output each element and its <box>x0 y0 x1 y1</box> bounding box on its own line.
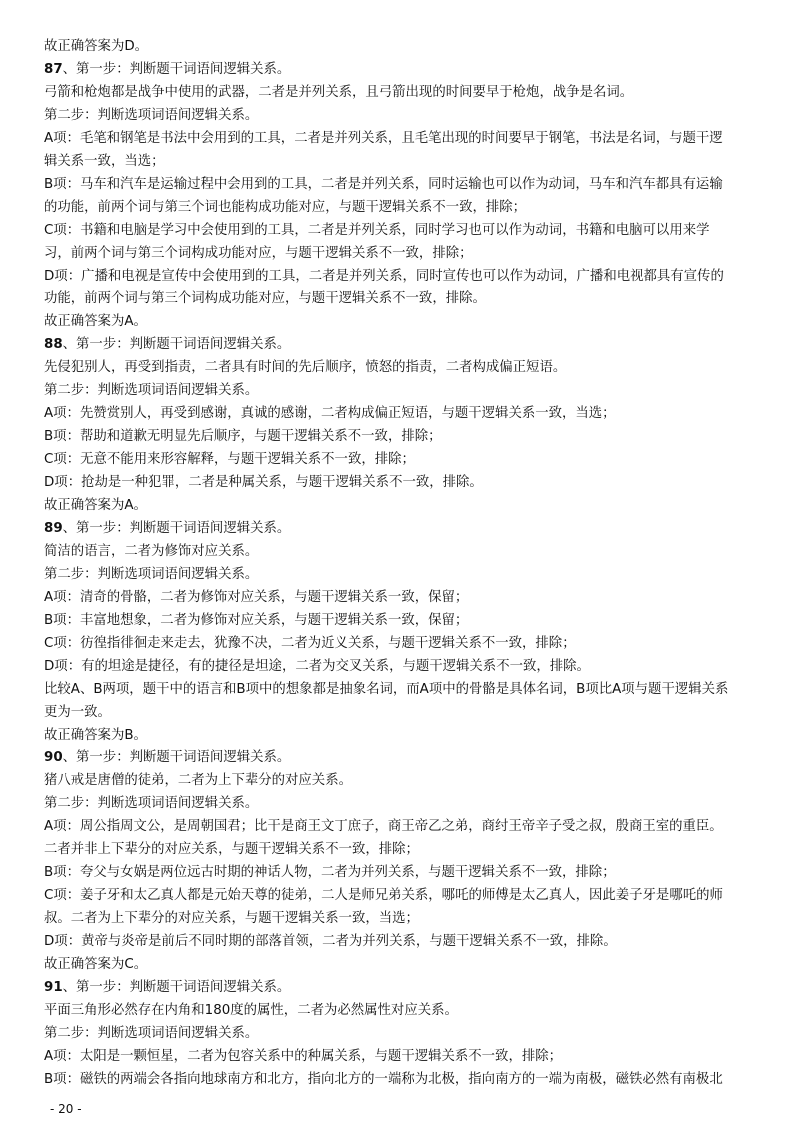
text-line <box>44 704 111 722</box>
text-line <box>44 176 723 194</box>
line-text: B项：夸父与女娲是两位远古时期的神话人物，二者为并列关系，与题干逻辑关系不一致，排除； <box>44 865 616 881</box>
line-text: 弓箭和枪炮都是战争中使用的武器，二者是并列关系，且弓箭出现的时间要早于枪炮，战争是名词。 <box>44 84 634 100</box>
question-number: 91 <box>44 979 63 995</box>
text-line <box>44 474 483 492</box>
line-text: 叔。二者为上下辈分的对应关系，与题干逻辑关系一致，当选； <box>44 911 419 927</box>
text-line <box>44 268 724 286</box>
text-line <box>44 841 419 859</box>
line-text: 故正确答案为A。 <box>44 314 147 330</box>
text-line <box>44 130 723 148</box>
text-line <box>44 313 147 331</box>
text-line <box>44 382 258 400</box>
text-line <box>44 1071 723 1089</box>
text-line <box>44 887 723 905</box>
line-text: 第二步：判断选项词语间逻辑关系。 <box>44 383 259 399</box>
text-line <box>44 1002 458 1020</box>
text-line <box>44 1025 258 1043</box>
text-line <box>44 199 526 217</box>
line-text: 、第一步：判断题干词语间逻辑关系。 <box>62 337 291 353</box>
question-heading <box>44 749 290 767</box>
text-line <box>44 933 617 951</box>
text-line <box>44 956 147 974</box>
text-line <box>44 864 616 882</box>
line-text: 第二步：判断选项词语间逻辑关系。 <box>44 107 259 123</box>
line-text: 、第一步：判断题干词语间逻辑关系。 <box>62 62 291 77</box>
line-text: C项：彷徨指徘徊走来走去，犹豫不决，二者为近义关系，与题干逻辑关系不一致，排除； <box>44 635 576 651</box>
text-line <box>44 107 258 125</box>
question-heading <box>44 979 290 997</box>
line-text: A项：清奇的骨骼，二者为修饰对应关系，与题干逻辑关系一致，保留； <box>44 589 469 605</box>
line-text: B项：马车和汽车是运输过程中会用到的工具，二者是并列关系，同时运输也可以作为动词，马车和汽车都具有运输 <box>44 176 723 192</box>
line-text: D项：广播和电视是宣传中会使用到的工具，二者是并列关系，同时宣传也可以作为动词，广播和电视都具有宣传的 <box>44 268 724 284</box>
text-line <box>44 497 147 515</box>
text-line <box>44 818 723 836</box>
line-text: 故正确答案为D。 <box>44 39 149 54</box>
line-text: 简洁的语言，二者为修饰对应关系。 <box>44 543 259 559</box>
text-line <box>44 245 473 263</box>
text-line <box>44 1048 562 1066</box>
question-number: 90 <box>44 750 63 766</box>
line-text: 习，前两个词与第三个词构成功能对应，与题干逻辑关系不一致，排除； <box>44 245 473 261</box>
text-line <box>44 543 258 561</box>
line-text: 更为一致。 <box>44 704 111 720</box>
line-text: D项：有的坦途是捷径，有的捷径是坦途，二者为交叉关系，与题干逻辑关系不一致，排除。 <box>44 658 590 674</box>
text-line <box>44 405 616 423</box>
line-text: 比较A、B两项，题干中的语言和B项中的想象都是抽象名词，而A项中的骨骼是具体名词，B项比A项与题干逻辑关系 <box>44 681 729 697</box>
line-text: 二者并非上下辈分的对应关系，与题干逻辑关系不一致，排除； <box>44 842 419 858</box>
text-line <box>44 222 710 240</box>
question-number: 88 <box>44 337 63 353</box>
line-text: B项：磁铁的两端会各指向地球南方和北方，指向北方的一端称为北极，指向南方的一端为南极，磁铁必然有南极北 <box>44 1071 723 1087</box>
line-text: 、第一步：判断题干词语间逻辑关系。 <box>62 750 291 766</box>
text-line <box>44 428 442 446</box>
text-line <box>44 681 728 699</box>
text-line <box>44 38 148 56</box>
line-text: 故正确答案为B。 <box>44 727 147 743</box>
line-text: B项：丰富地想象，二者为修饰对应关系，与题干逻辑关系一致，保留； <box>44 612 469 628</box>
text-line <box>44 612 468 630</box>
text-line <box>44 84 633 102</box>
line-text: A项：毛笔和钢笔是书法中会用到的工具，二者是并列关系，且毛笔出现的时间要早于钢笔，书法是名词，与题干逻 <box>44 130 723 146</box>
line-text: C项：无意不能用来形容解释，与题干逻辑关系不一致，排除； <box>44 452 415 468</box>
question-number: 87 <box>44 62 63 77</box>
text-line <box>44 658 590 676</box>
line-text: 功能，前两个词与第三个词构成功能对应，与题干逻辑关系不一致，排除。 <box>44 291 486 307</box>
line-text: C项：姜子牙和太乙真人都是元始天尊的徒弟，二人是师兄弟关系，哪吒的师傅是太乙真人，因此姜子牙是哪吒的师 <box>44 888 723 904</box>
text-line <box>44 772 352 790</box>
line-text: 猪八戒是唐僧的徒弟，二者为上下辈分的对应关系。 <box>44 773 352 789</box>
text-line <box>44 290 486 308</box>
text-line <box>44 359 566 377</box>
line-text: 、第一步：判断题干词语间逻辑关系。 <box>62 521 291 536</box>
line-text: 第二步：判断选项词语间逻辑关系。 <box>44 796 259 812</box>
question-number: 89 <box>44 521 63 536</box>
text-line <box>44 795 258 813</box>
text-line <box>44 635 576 653</box>
line-text: B项：帮助和道歉无明显先后顺序，与题干逻辑关系不一致，排除； <box>44 429 442 445</box>
text-line <box>44 153 165 171</box>
line-text: 先侵犯别人，再受到指责，二者具有时间的先后顺序，愤怒的指责，二者构成偏正短语。 <box>44 360 567 376</box>
text-line <box>44 566 258 584</box>
line-text: 、第一步：判断题干词语间逻辑关系。 <box>62 979 291 995</box>
line-text: C项：书籍和电脑是学习中会使用到的工具，二者是并列关系，同时学习也可以作为动词，书籍和电脑可以用来学 <box>44 222 710 238</box>
text-line <box>44 727 147 745</box>
line-text: A项：周公指周文公，是周朝国君；比干是商王文丁庶子，商王帝乙之弟，商纣王帝辛子受之叔，殷商王室的重臣。 <box>44 819 723 835</box>
line-text: 的功能，前两个词与第三个词也能构成功能对应，与题干逻辑关系不一致，排除； <box>44 199 527 215</box>
line-text: A项：太阳是一颗恒星，二者为包容关系中的种属关系，与题干逻辑关系不一致，排除； <box>44 1048 563 1064</box>
line-text: 第二步：判断选项词语间逻辑关系。 <box>44 566 259 582</box>
line-text: D项：黄帝与炎帝是前后不同时期的部落首领，二者为并列关系，与题干逻辑关系不一致，排除。 <box>44 934 617 949</box>
line-text: 故正确答案为C。 <box>44 957 148 972</box>
question-heading <box>44 336 290 354</box>
line-text: 平面三角形必然存在内角和180度的属性，二者为必然属性对应关系。 <box>44 1002 458 1018</box>
line-text: D项：抢劫是一种犯罪，二者是种属关系，与题干逻辑关系不一致，排除。 <box>44 475 483 491</box>
text-line <box>44 589 468 607</box>
text-line <box>44 451 415 469</box>
line-text: 第二步：判断选项词语间逻辑关系。 <box>44 1025 259 1041</box>
page-number: - 20 - <box>50 1102 82 1116</box>
line-text: 故正确答案为A。 <box>44 498 147 513</box>
line-text: 辑关系一致，当选； <box>44 153 165 169</box>
question-heading <box>44 61 290 79</box>
question-heading <box>44 520 290 538</box>
text-line <box>44 910 419 928</box>
line-text: A项：先赞赏别人，再受到感谢，真诚的感谢，二者构成偏正短语，与题干逻辑关系一致，当选； <box>44 406 616 422</box>
